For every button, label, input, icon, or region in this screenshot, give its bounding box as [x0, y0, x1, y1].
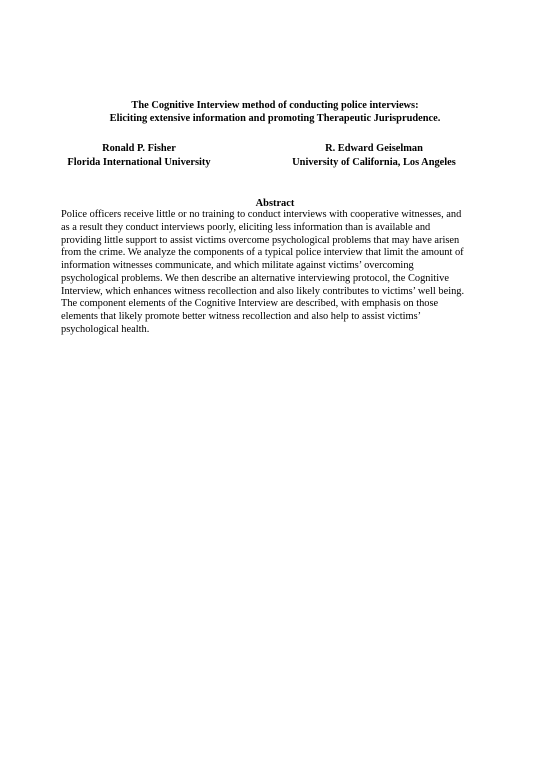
author-2-name: R. Edward Geiselman	[325, 143, 423, 154]
author-2	[286, 142, 462, 170]
abstract-line: Police officers receive little or no training to conduct interviews with cooperative witnesses, and	[61, 209, 462, 220]
abstract-line: from the crime. We analyze the components of a typical police interview that limit the amount of	[61, 247, 464, 259]
abstract-line: psychological health.	[61, 323, 150, 335]
abstract-line: elements that likely promote better witness recollection and also help to assist victims’	[61, 311, 422, 322]
author-1-affiliation: Florida International University	[67, 156, 211, 168]
author-2-affiliation: University of California, Los Angeles	[292, 156, 456, 168]
author-1	[54, 142, 224, 170]
abstract-line: Interview, which enhances witness recollection and also likely contributes to victims’ well being.	[61, 285, 465, 297]
paper-title	[0, 99, 550, 125]
title-line-2: Eliciting extensive information and promoting Therapeutic Jurisprudence.	[109, 113, 441, 125]
abstract-line: providing little support to assist victims overcome psychological problems that may have arisen	[61, 234, 460, 246]
abstract-body	[61, 209, 497, 337]
abstract-heading: Abstract	[255, 198, 295, 209]
title-line-1: The Cognitive Interview method of conducting police interviews:	[131, 100, 419, 111]
abstract-line: information witnesses communicate, and which militate against victims’ overcoming	[61, 260, 414, 271]
abstract-line: The component elements of the Cognitive Interview are described, with emphasis on those	[61, 298, 439, 310]
abstract-line: as a result they conduct interviews poorly, eliciting less information than is available and	[61, 221, 431, 233]
author-1-name: Ronald P. Fisher	[102, 143, 176, 154]
abstract-line: psychological problems. We then describe an alternative interviewing protocol, the Cognitive	[61, 272, 449, 284]
